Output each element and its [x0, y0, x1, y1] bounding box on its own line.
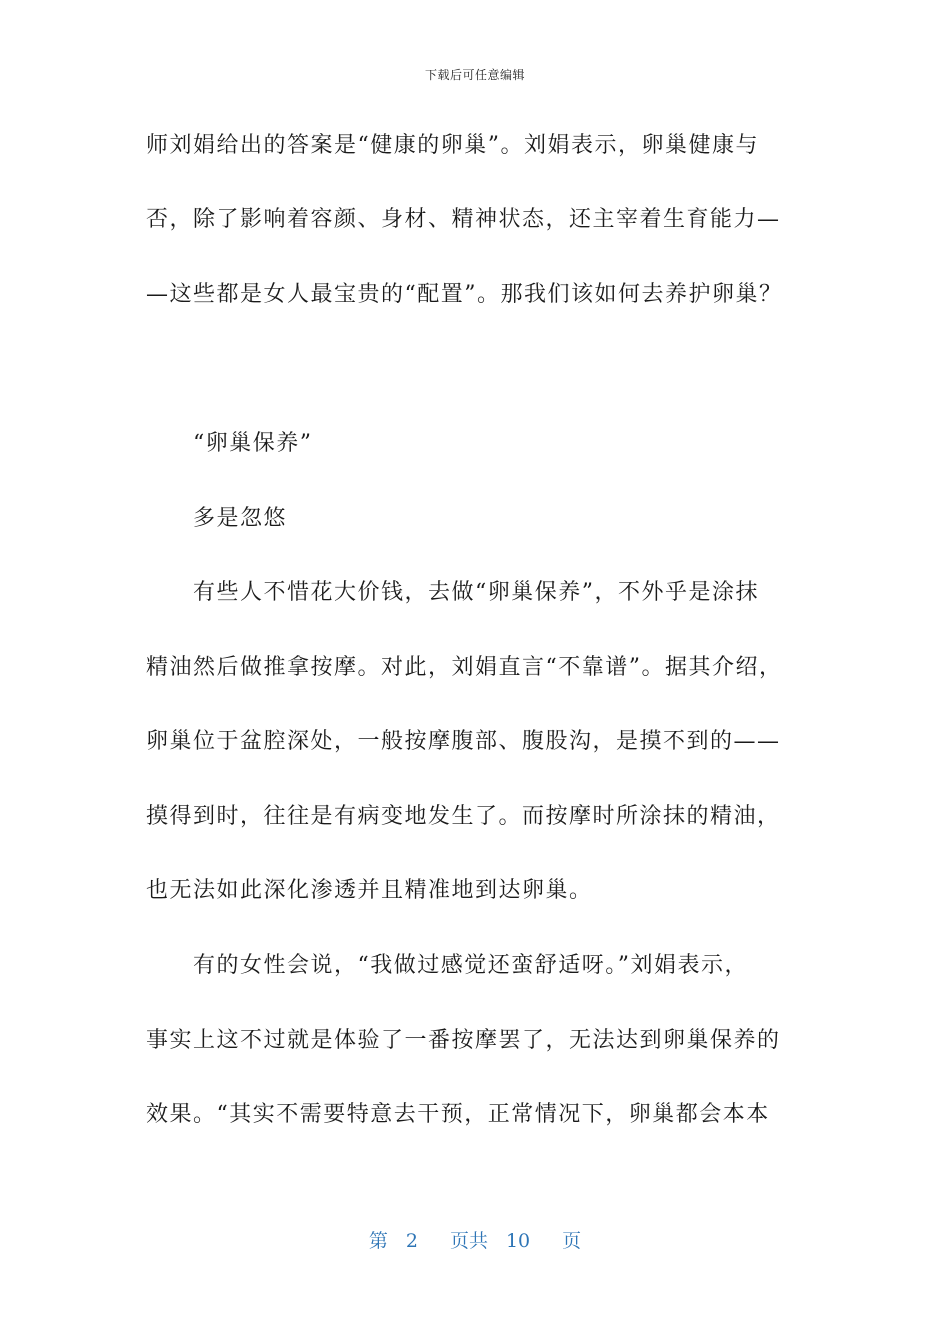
page-label-suffix: 页: [562, 1230, 582, 1252]
body-line: 否，除了影响着容颜、身材、精神状态，还主宰着生育能力—: [146, 207, 781, 232]
body-line: 有的女性会说，“我做过感觉还蛮舒适呀。”刘娟表示，: [193, 953, 748, 978]
page-number-footer: [0, 1226, 950, 1253]
body-line: 卵巢位于盆腔深处，一般按摩腹部、腹股沟，是摸不到的——: [146, 729, 781, 754]
page-label-middle: 页共: [449, 1230, 488, 1252]
body-line: 精油然后做推拿按摩。对此，刘娟直言“不靠谱”。据其介绍，: [146, 655, 783, 680]
body-line: 事实上这不过就是体验了一番按摩罢了，无法达到卵巢保养的: [146, 1028, 781, 1053]
section-heading-line-2: 多是忽悠: [193, 506, 288, 531]
body-line: 效果。“其实不需要特意去干预，正常情况下，卵巢都会本本: [146, 1102, 770, 1127]
body-line: —这些都是女人最宝贵的“配置”。那我们该如何去养护卵巢？: [146, 282, 783, 307]
current-page-number: 2: [405, 1230, 418, 1252]
section-heading-line-1: “卵巢保养”: [193, 431, 313, 456]
total-pages-number: 10: [505, 1230, 531, 1252]
body-line: 有些人不惜花大价钱，去做“卵巢保养”，不外乎是涂抹: [193, 580, 759, 605]
page-header: 下载后可任意编辑: [424, 68, 525, 82]
body-line: 摸得到时，往往是有病变地发生了。而按摩时所涂抹的精油，: [146, 804, 781, 829]
page-label-prefix: 第: [368, 1230, 388, 1252]
body-line: 师刘娟给出的答案是“健康的卵巢”。刘娟表示，卵巢健康与: [146, 133, 759, 158]
body-line: 也无法如此深化渗透并且精准地到达卵巢。: [146, 878, 593, 903]
